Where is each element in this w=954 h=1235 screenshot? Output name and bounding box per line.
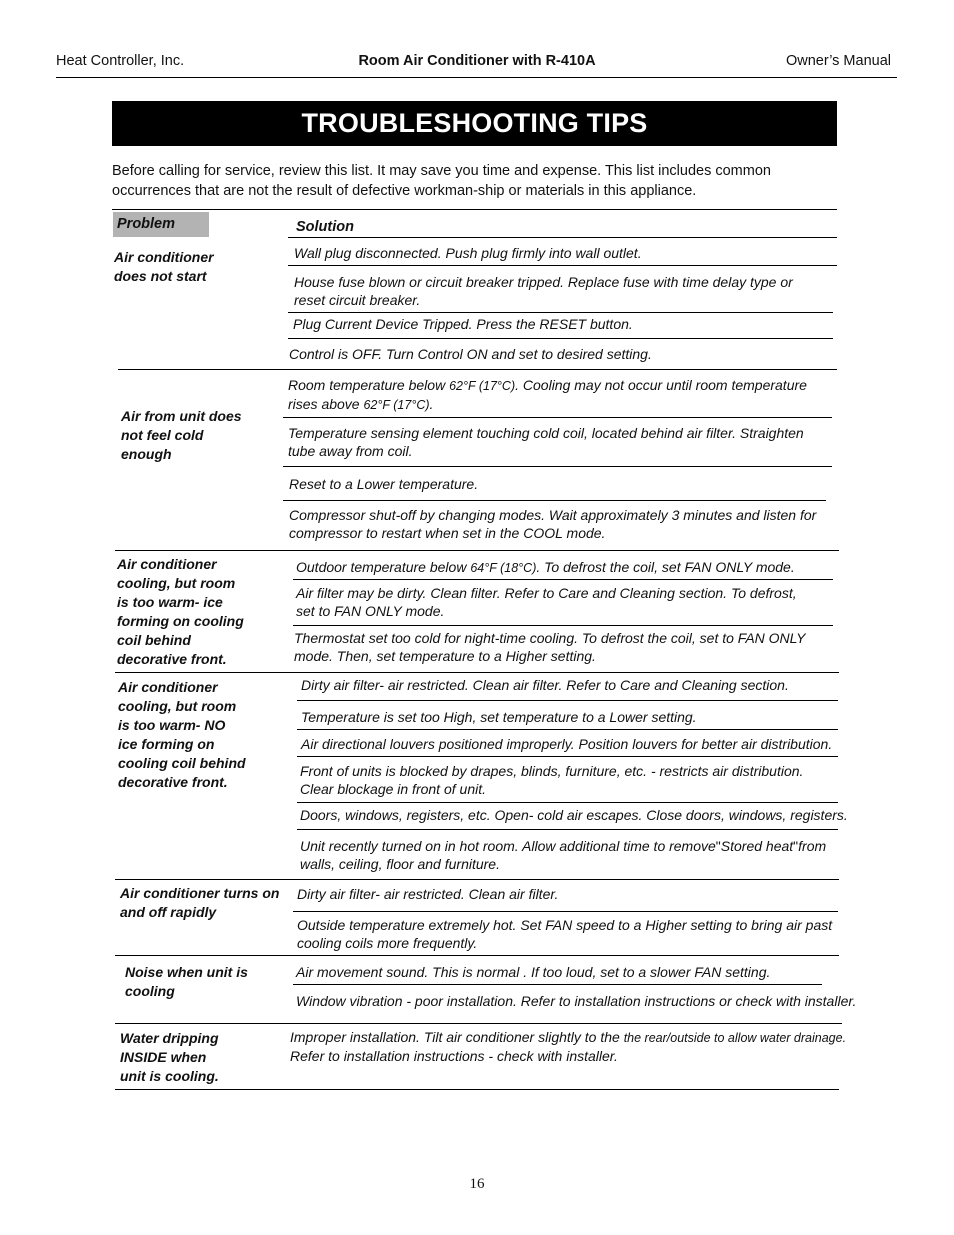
row-divider [297, 829, 838, 830]
table-bottom-rule [115, 1089, 839, 1090]
solution-text: Improper installation. Tilt air conditioner slightly to the the rear/outside to allow water drainage. Refer to installation instructions - check with installer. [290, 1029, 847, 1064]
row-divider [293, 625, 833, 626]
solution-text: Temperature is set too High, set temperature to a Lower setting. [301, 709, 697, 725]
header-manual-type: Owner’s Manual [785, 53, 891, 69]
row-divider [283, 417, 832, 418]
problem-water-dripping: Water dripping INSIDE when unit is cooling. [120, 1030, 219, 1084]
solution-text: Air movement sound. This is normal . If too loud, set to a slower FAN setting. [296, 964, 771, 980]
solution-text: Unit recently turned on in hot room. Allow additional time to remove"Stored heat"from walls, ceiling, floor and furniture. [300, 838, 827, 872]
table-header-rule [288, 237, 837, 238]
solution-text: Thermostat set too cold for night-time cooling. To defrost the coil, set to FAN ONLY mode. Then, set temperature to a Higher setting. [294, 630, 806, 664]
row-divider [293, 984, 822, 985]
solution-text: Outdoor temperature below 64°F (18°C). To defrost the coil, set FAN ONLY mode. [296, 559, 795, 575]
section-divider [115, 879, 839, 880]
intro-paragraph: Before calling for service, review this list. It may save you time and expense. This list includes common occurrences that are not the result of defective workman-ship or materials in this appliance. [112, 163, 771, 199]
solution-text: Temperature sensing element touching cold coil, located behind air filter. Straighten tube away from coil. [288, 425, 804, 459]
solution-text: Room temperature below 62°F (17°C). Cooling may not occur until room temperature rises above 62°F (17°C). [288, 377, 807, 412]
problem-ice-forming: Air conditioner cooling, but room is too warm- ice forming on cooling coil behind decorative front. [117, 556, 244, 667]
section-divider [115, 672, 839, 673]
page-number: 16 [469, 1176, 485, 1192]
row-divider [288, 312, 833, 313]
header-divider [56, 77, 897, 78]
row-divider [297, 729, 838, 730]
table-top-rule [112, 209, 837, 210]
row-divider [297, 802, 838, 803]
problem-does-not-start: Air conditioner does not start [114, 249, 214, 284]
problem-not-cold-enough: Air from unit does not feel cold enough [121, 408, 242, 462]
problem-noise: Noise when unit is cooling [125, 964, 248, 999]
row-divider [293, 579, 833, 580]
solution-text: Air directional louvers positioned improperly. Position louvers for better air distribution. [301, 736, 833, 752]
problem-column-header: Problem [113, 212, 209, 237]
problem-no-ice: Air conditioner cooling, but room is too warm- NO ice forming on cooling coil behind decorative front. [118, 679, 246, 790]
header-company: Heat Controller, Inc. [56, 53, 185, 69]
row-divider [288, 338, 833, 339]
row-divider [283, 500, 826, 501]
solution-text: House fuse blown or circuit breaker tripped. Replace fuse with time delay type or reset circuit breaker. [294, 274, 793, 308]
row-divider [297, 756, 838, 757]
section-divider [115, 550, 839, 551]
header-product: Room Air Conditioner with R-410A [358, 53, 596, 69]
solution-text: Air filter may be dirty. Clean filter. Refer to Care and Cleaning section. To defrost, set to FAN ONLY mode. [296, 585, 797, 619]
page-title: TROUBLESHOOTING TIPS [112, 101, 837, 146]
solution-text: Plug Current Device Tripped. Press the RESET button. [293, 316, 633, 332]
solution-text: Control is OFF. Turn Control ON and set to desired setting. [289, 346, 652, 362]
section-divider [115, 1023, 842, 1024]
solution-text: Dirty air filter- air restricted. Clean air filter. [297, 886, 559, 902]
row-divider [297, 700, 838, 701]
solution-text: Doors, windows, registers, etc. Open- cold air escapes. Close doors, windows, registers. [300, 807, 848, 823]
solution-text: Dirty air filter- air restricted. Clean air filter. Refer to Care and Cleaning section. [301, 677, 789, 693]
row-divider [293, 911, 838, 912]
row-divider [283, 466, 832, 467]
solution-text: Wall plug disconnected. Push plug firmly into wall outlet. [294, 245, 642, 261]
solution-text: Outside temperature extremely hot. Set FAN speed to a Higher setting to bring air past cooling coils more frequently. [297, 917, 833, 951]
solution-text: Front of units is blocked by drapes, blinds, furniture, etc. - restricts air distribution. Clear blockage in front of unit. [300, 763, 804, 797]
section-divider [118, 369, 837, 370]
row-divider [288, 265, 837, 266]
problem-on-off-rapidly: Air conditioner turns on and off rapidly [120, 885, 280, 920]
solution-text: Window vibration - poor installation. Refer to installation instructions or check with installer. [296, 993, 857, 1009]
solution-text: Compressor shut-off by changing modes. Wait approximately 3 minutes and listen for compressor to restart when set in the COOL mode. [289, 507, 817, 541]
solution-text: Reset to a Lower temperature. [289, 476, 479, 492]
section-divider [115, 955, 839, 956]
solution-column-header: Solution [296, 219, 354, 235]
